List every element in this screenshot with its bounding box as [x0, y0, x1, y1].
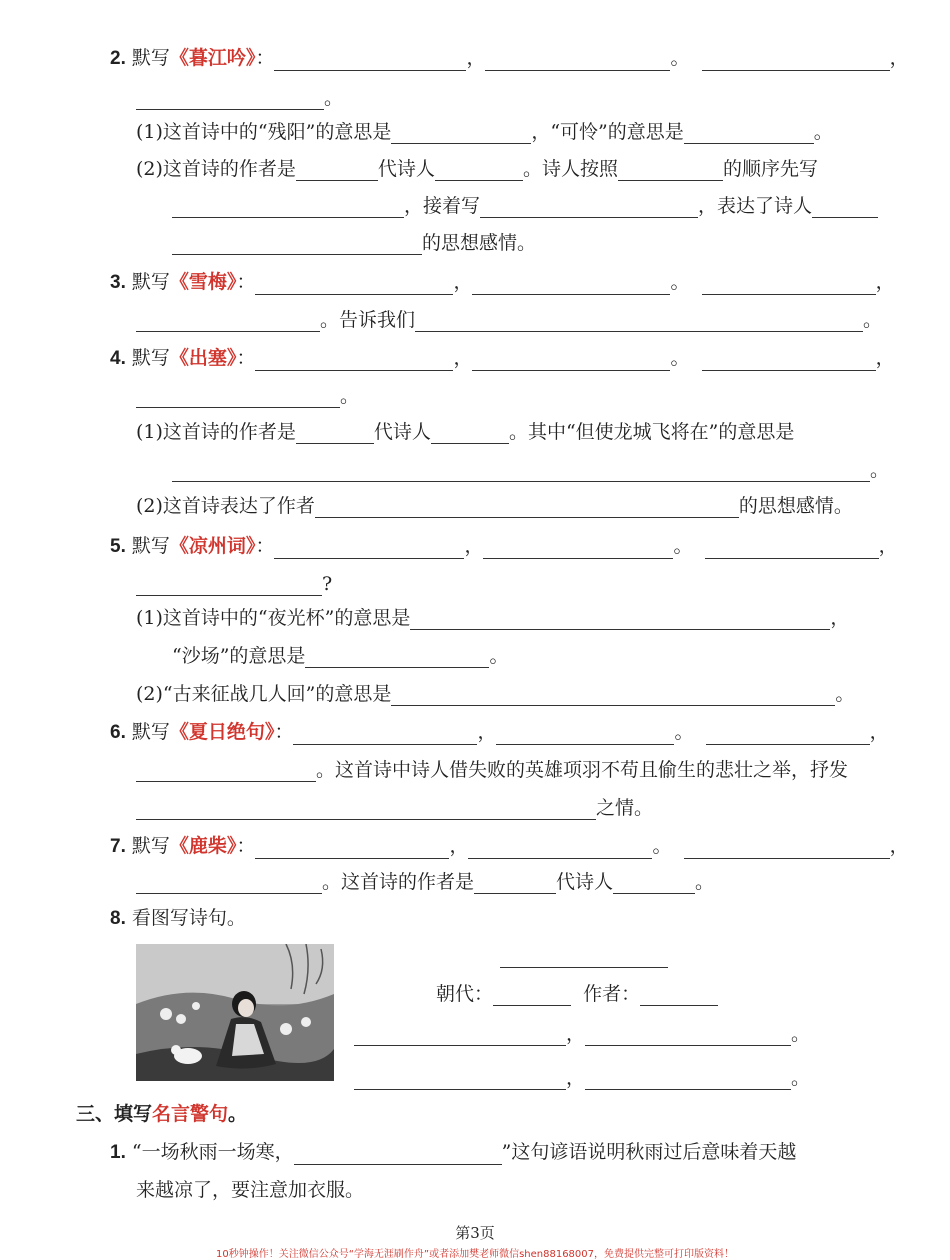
poem-title: 《雪梅》: [169, 271, 237, 293]
answer-blank[interactable]: [136, 311, 320, 332]
s3-q1-line1: 1. “一场秋雨一场寒， ”这句谚语说明秋雨过后意味着天越: [110, 1141, 797, 1163]
answer-blank[interactable]: [391, 123, 531, 144]
answer-blank[interactable]: [613, 873, 695, 894]
section-3-heading: 三、填写名言警句。: [76, 1103, 248, 1125]
answer-blank[interactable]: [136, 873, 322, 894]
q8-verse1: ， 。: [354, 1022, 810, 1046]
q2-sub1: (1)这首诗中的“残阳”的意思是 ，“可怜”的意思是 。: [136, 121, 833, 143]
q3-line2: 。告诉我们 。: [136, 308, 882, 332]
answer-blank[interactable]: [472, 350, 670, 371]
footer-notice: 10秒钟操作！关注微信公众号“学海无涯刷作舟”或者添加樊老师微信shen88168007，免费提供完整可打印版资料！: [215, 1249, 735, 1260]
q6-line1: 6. 默写《夏日绝句》： ， 。 ，: [110, 721, 889, 743]
poem-title: 《出塞》: [169, 347, 237, 369]
q2-sub2-end: 的思想感情。: [172, 231, 536, 255]
answer-blank[interactable]: [172, 234, 422, 255]
q5-sub1: (1)这首诗中的“夜光杯”的意思是 ，: [136, 607, 850, 629]
poem-title: 《暮江吟》: [169, 47, 256, 69]
q2-line1: 2. 默写《暮江吟》： ， 。 ，: [110, 47, 909, 69]
answer-blank[interactable]: [435, 160, 523, 181]
q2-line2: 。: [136, 86, 343, 110]
poem-illustration: [136, 944, 334, 1081]
q2-sub2: (2)这首诗的作者是 代诗人 。诗人按照 的顺序先写: [136, 158, 818, 180]
answer-blank[interactable]: [415, 311, 863, 332]
answer-blank[interactable]: [274, 50, 466, 71]
q5-line1: 5. 默写《凉州词》： ， 。 ，: [110, 535, 898, 557]
q4-line1: 4. 默写《出塞》： ， 。 ，: [110, 347, 895, 369]
answer-blank[interactable]: [136, 799, 596, 820]
answer-blank[interactable]: [483, 538, 673, 559]
answer-blank[interactable]: [468, 838, 652, 859]
answer-blank[interactable]: [485, 50, 670, 71]
answer-blank[interactable]: [255, 274, 453, 295]
answer-blank[interactable]: [172, 461, 870, 482]
answer-blank[interactable]: [136, 89, 324, 110]
answer-blank[interactable]: [684, 838, 890, 859]
q8-verse2: ， 。: [354, 1066, 810, 1090]
q7-line1: 7. 默写《鹿柴》： ， 。 ，: [110, 835, 909, 857]
page-number: 第3页: [455, 1224, 495, 1242]
answer-blank[interactable]: [391, 685, 835, 706]
answer-blank[interactable]: [296, 423, 374, 444]
answer-blank[interactable]: [812, 197, 878, 218]
q5-line2: ?: [136, 572, 332, 596]
q4-sub2: (2)这首诗表达了作者 的思想感情。: [136, 495, 853, 517]
answer-blank[interactable]: [136, 761, 316, 782]
answer-blank[interactable]: [431, 423, 509, 444]
q3-line1: 3. 默写《雪梅》： ， 。 ，: [110, 271, 895, 293]
q2-sub2-cont: ，接着写 ，表达了诗人: [172, 194, 878, 218]
answer-blank[interactable]: [315, 497, 739, 518]
poem-title: 《凉州词》: [169, 535, 256, 557]
answer-blank[interactable]: [640, 985, 718, 1006]
answer-blank[interactable]: [496, 724, 674, 745]
answer-blank[interactable]: [618, 160, 723, 181]
answer-blank[interactable]: [274, 538, 464, 559]
q6-line3: 之情。: [136, 796, 653, 820]
s3-q1-line2: 来越凉了，要注意加衣服。: [136, 1179, 365, 1201]
answer-blank[interactable]: [702, 274, 876, 295]
answer-blank[interactable]: [305, 647, 489, 668]
poem-title: 《夏日绝句》: [169, 721, 275, 743]
answer-blank[interactable]: [296, 160, 378, 181]
answer-blank[interactable]: [294, 1144, 502, 1165]
q4-sub1-cont: 。: [172, 458, 889, 482]
q5-sub1-cont: “沙场”的意思是 。: [172, 645, 509, 667]
answer-blank[interactable]: [585, 1069, 791, 1090]
poem-title-blank-row: [500, 944, 668, 968]
answer-blank[interactable]: [474, 873, 556, 894]
answer-blank[interactable]: [354, 1025, 566, 1046]
answer-blank[interactable]: [500, 947, 668, 968]
answer-blank[interactable]: [136, 575, 322, 596]
q6-line2: 。这首诗中诗人借失败的英雄项羽不苟且偷生的悲壮之举，抒发: [136, 758, 848, 782]
answer-blank[interactable]: [172, 197, 404, 218]
q4-line2: 。: [136, 384, 359, 408]
q7-line2: 。这首诗的作者是 代诗人 。: [136, 870, 714, 894]
answer-blank[interactable]: [702, 350, 876, 371]
answer-blank[interactable]: [354, 1069, 566, 1090]
q5-sub2: (2)“古来征战几人回”的意思是 。: [136, 683, 855, 705]
answer-blank[interactable]: [480, 197, 698, 218]
dynasty-author-row: 朝代： 作者：: [436, 982, 718, 1006]
answer-blank[interactable]: [255, 350, 453, 371]
answer-blank[interactable]: [293, 724, 477, 745]
answer-blank[interactable]: [702, 50, 890, 71]
answer-blank[interactable]: [684, 123, 814, 144]
answer-blank[interactable]: [705, 538, 879, 559]
answer-blank[interactable]: [706, 724, 870, 745]
q8-line1: 8. 看图写诗句。: [110, 907, 246, 929]
answer-blank[interactable]: [585, 1025, 791, 1046]
answer-blank[interactable]: [136, 387, 340, 408]
answer-blank[interactable]: [255, 838, 449, 859]
answer-blank[interactable]: [410, 609, 830, 630]
q4-sub1: (1)这首诗的作者是 代诗人 。其中“但使龙城飞将在”的意思是: [136, 421, 795, 443]
answer-blank[interactable]: [472, 274, 670, 295]
answer-blank[interactable]: [493, 985, 571, 1006]
poem-title: 《鹿柴》: [169, 835, 237, 857]
